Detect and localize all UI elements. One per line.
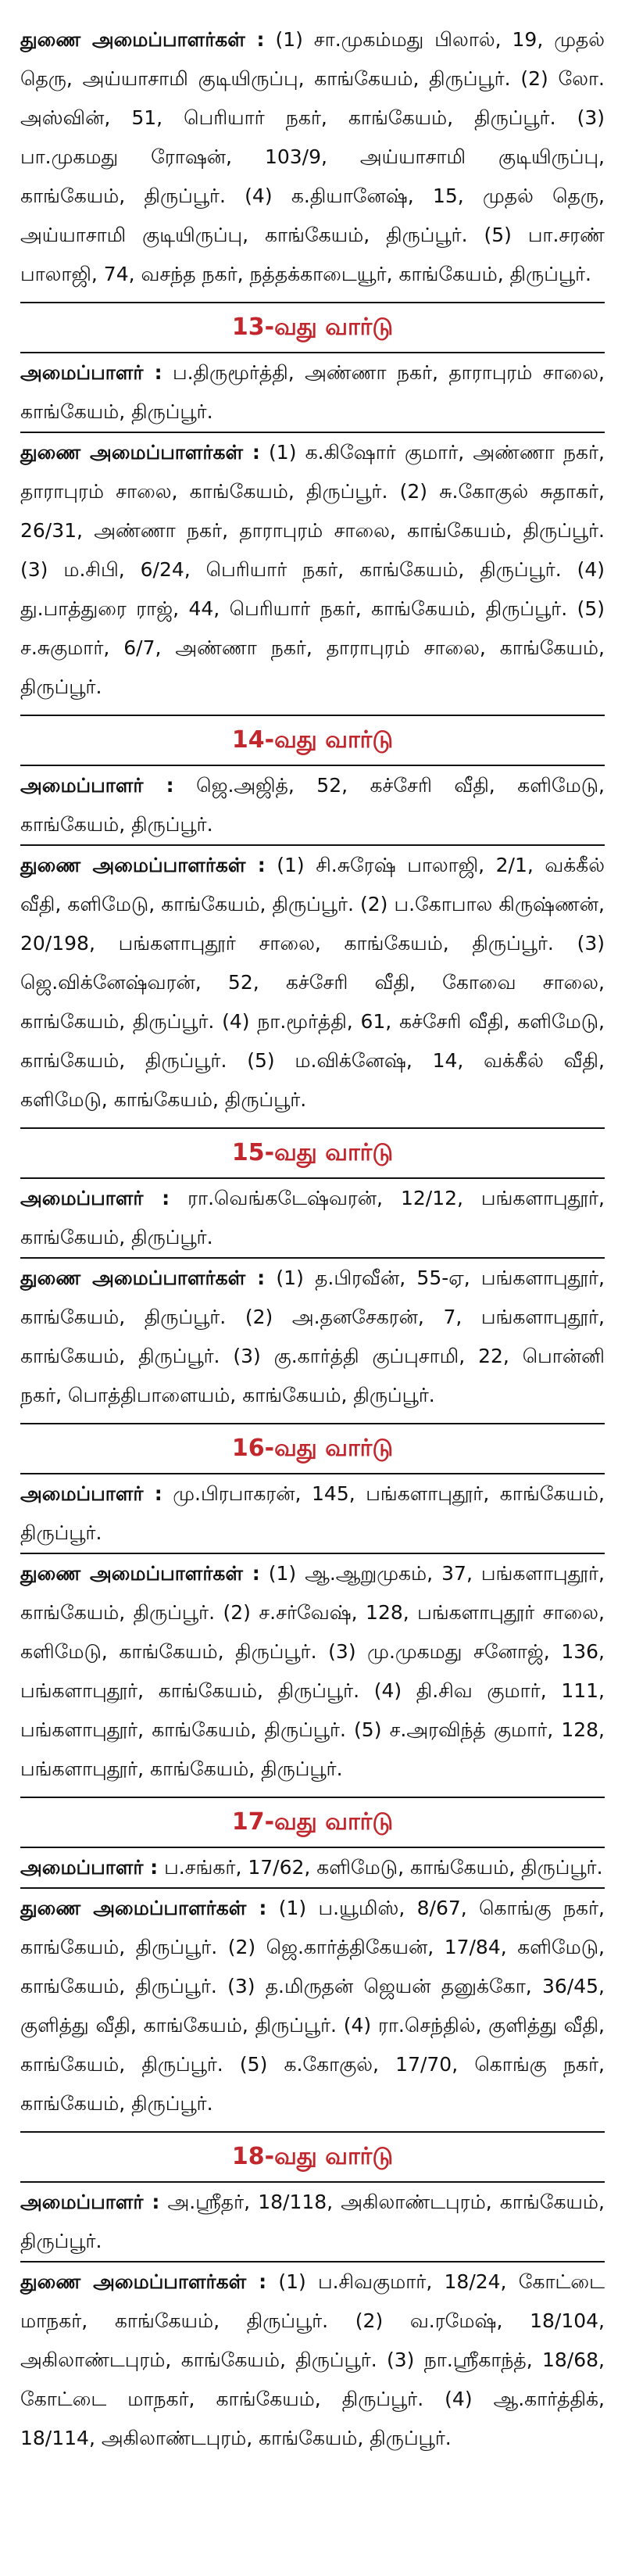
organizer-paragraph: [20, 1179, 605, 1257]
deputy-text: (1) த.பிரவீன், 55-ஏ, பங்களாபுதூர், காங்கேயம், திருப்பூர். (2) அ.தனசேகரன், 7, பங்களாபுதூர், காங்கேயம், திருப்பூர். (3) கு.கார்த்தி குப்புசாமி, 22, பொன்னி நகர், பொத்திபாளையம், காங்கேயம், திருப்பூர்.: [20, 1267, 605, 1406]
organizer-paragraph: [20, 1848, 605, 1887]
organizer-label: அமைப்பாளர் :: [20, 2191, 160, 2213]
spacer: [20, 707, 605, 715]
organizer-text: மு.பிரபாகரன், 145, பங்களாபுதூர், காங்கேயம், திருப்பூர்.: [20, 1482, 605, 1544]
deputy-paragraph: [20, 433, 605, 707]
ward-heading: 16-வது வார்டு: [231, 1435, 394, 1462]
spacer: [20, 1120, 605, 1127]
organizer-text: ஜெ.அஜித், 52, கச்சேரி வீதி, களிமேடு, காங்கேயம், திருப்பூர்.: [20, 774, 605, 836]
deputy-label: துணை அமைப்பாளர்கள் :: [20, 2270, 267, 2293]
deputy-text: (1) சா.முகம்மது பிலால், 19, முதல் தெரு, அய்யாசாமி குடியிருப்பு, காங்கேயம், திருப்பூர். (2) லோ. அஸ்வின், 51, பெரியார் நகர், காங்கேயம், திருப்பூர். (3) பா.முகமது ரோஷன், 103/9, அய்யாசாமி குடியிருப்பு, காங்கேயம், திருப்பூர். (4) க.தியானேஷ், 15, முதல் தெரு, அய்யாசாமி குடியிருப்பு, காங்கேயம், திருப்பூர். (5) பா.சரண் பாலாஜி, 74, வசந்த நகர், நத்தக்காடையூர், காங்கேயம், திருப்பூர்.: [20, 28, 605, 285]
deputy-label: துணை அமைப்பாளர்கள் :: [20, 1897, 267, 1919]
deputy-label: துணை அமைப்பாளர்கள் :: [20, 441, 260, 464]
organizer-label: அமைப்பாளர் :: [20, 1856, 159, 1879]
spacer: [20, 294, 605, 302]
deputy-label: துணை அமைப்பாளர்கள் :: [20, 854, 266, 876]
organizer-text: அ.ஸ்ரீதர், 18/118, அகிலாண்டபுரம், காங்கேயம், திருப்பூர்.: [20, 2191, 605, 2252]
organizer-paragraph: [20, 353, 605, 432]
deputy-label: துணை அமைப்பாளர்கள் :: [20, 1267, 266, 1289]
spacer: [20, 2123, 605, 2131]
ward-heading: 15-வது வார்டு: [231, 1139, 394, 1166]
deputy-text: (1) ப.யூமிஸ், 8/67, கொங்கு நகர், காங்கேயம், திருப்பூர். (2) ஜெ.கார்த்திகேயன், 17/84, களிமேடு, காங்கேயம், திருப்பூர். (3) த.மிருதன் ஜெயன் தனுக்கோ, 36/45, குளித்து வீதி, காங்கேயம், திருப்பூர். (4) ரா.செந்தில், குளித்து வீதி, காங்கேயம், திருப்பூர். (5) க.கோகுல், 17/70, கொங்கு நகர், காங்கேயம், திருப்பூர்.: [20, 1897, 605, 2115]
organizer-label: அமைப்பாளர் :: [20, 774, 174, 797]
ward-heading: 17-வது வார்டு: [231, 1808, 394, 1836]
deputy-text: (1) க.கிஷோர் குமார், அண்ணா நகர், தாராபுரம் சாலை, காங்கேயம், திருப்பூர். (2) சு.கோகுல் சுதாகர், 26/31, அண்ணா நகர், தாராபுரம் சாலை, காங்கேயம், திருப்பூர். (3) ம.சிபி, 6/24, பெரியார் நகர், காங்கேயம், திருப்பூர். (4) து.பாத்துரை ராஜ், 44, பெரியார் நகர், காங்கேயம், திருப்பூர். (5) ச.சுகுமார், 6/7, அண்ணா நகர், தாராபுரம் சாலை, காங்கேயம், திருப்பூர்.: [20, 441, 605, 698]
organizer-paragraph: [20, 1474, 605, 1553]
ward-heading: 14-வது வார்டு: [231, 726, 394, 754]
spacer: [20, 1789, 605, 1797]
organizer-paragraph: [20, 766, 605, 844]
organizer-text: ப.சங்கர், 17/62, களிமேடு, காங்கேயம், திருப்பூர்.: [158, 1856, 603, 1879]
intro-deputy-paragraph: [20, 20, 605, 294]
organizer-text: ரா.வெங்கடேஷ்வரன், 12/12, பங்களாபுதூர், காங்கேயம், திருப்பூர்.: [20, 1187, 605, 1249]
organizer-label: அமைப்பாளர் :: [20, 1482, 162, 1505]
deputy-label: துணை அமைப்பாளர்கள் :: [20, 1562, 260, 1585]
deputy-paragraph: [20, 846, 605, 1120]
ward-heading: 18-வது வார்டு: [231, 2143, 394, 2170]
organizer-text: ப.திருமூர்த்தி, அண்ணா நகர், தாராபுரம் சாலை, காங்கேயம், திருப்பூர்.: [20, 361, 605, 423]
deputy-paragraph: [20, 2263, 605, 2458]
organizer-label: அமைப்பாளர் :: [20, 1187, 170, 1209]
spacer: [20, 1415, 605, 1423]
deputy-text: (1) ஆ.ஆறுமுகம், 37, பங்களாபுதூர், காங்கேயம், திருப்பூர். (2) ச.சர்வேஷ், 128, பங்களாபுதூர் சாலை, களிமேடு, காங்கேயம், திருப்பூர். (3) மு.முகமது சனோஜ், 136, பங்களாபுதூர், காங்கேயம், திருப்பூர். (4) தி.சிவ குமார், 111, பங்களாபுதூர், காங்கேயம், திருப்பூர். (5) ச.அரவிந்த் குமார், 128, பங்களாபுதூர், காங்கேயம், திருப்பூர்.: [20, 1562, 605, 1780]
organizer-paragraph: [20, 2183, 605, 2261]
deputy-paragraph: [20, 1259, 605, 1415]
deputy-text: (1) ப.சிவகுமார், 18/24, கோட்டை மாநகர், காங்கேயம், திருப்பூர். (2) வ.ரமேஷ், 18/104, அகிலாண்டபுரம், காங்கேயம், திருப்பூர். (3) நா.ஸ்ரீகாந்த், 18/68, கோட்டை மாநகர், காங்கேயம், திருப்பூர். (4) ஆ.கார்த்திக், 18/114, அகிலாண்டபுரம், காங்கேயம், திருப்பூர்.: [20, 2270, 605, 2449]
organizer-label: அமைப்பாளர் :: [20, 361, 162, 384]
deputy-paragraph: [20, 1554, 605, 1789]
deputy-paragraph: [20, 1889, 605, 2123]
deputy-label: துணை அமைப்பாளர்கள் :: [20, 28, 265, 51]
deputy-text: (1) சி.சுரேஷ் பாலாஜி, 2/1, வக்கீல் வீதி, களிமேடு, காங்கேயம், திருப்பூர். (2) ப.கோபால கிருஷ்ணன், 20/198, பங்களாபுதூர் சாலை, காங்கேயம், திருப்பூர். (3) ஜெ.விக்னேஷ்வரன், 52, கச்சேரி வீதி, கோவை சாலை, காங்கேயம், திருப்பூர். (4) நா.மூர்த்தி, 61, கச்சேரி வீதி, களிமேடு, காங்கேயம், திருப்பூர். (5) ம.விக்னேஷ், 14, வக்கீல் வீதி, களிமேடு, காங்கேயம், திருப்பூர்.: [20, 854, 605, 1111]
ward-heading: 13-வது வார்டு: [231, 313, 394, 341]
